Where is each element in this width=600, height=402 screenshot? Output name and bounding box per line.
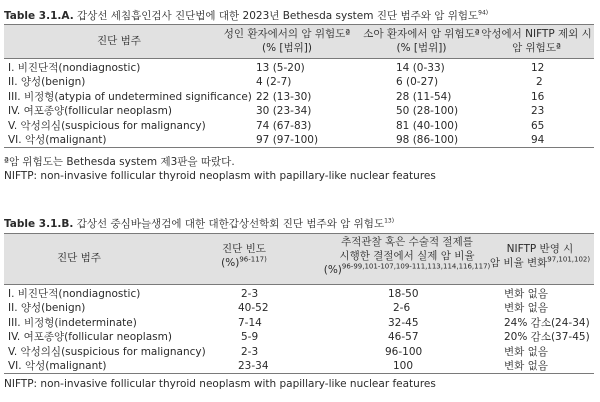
table-row: IV. 여포종양(follicular neoplasm) 30 (23-34) 50 (28-100) 23 [8,105,545,118]
table-b-header-frequency: 진단 빈도 (%)$^{96-117)}$ [221,243,267,269]
table-a-caption: 갑상선 세침흡인검사 진단법에 대한 2023년 Bethesda system 진단 범주와 암 위험도 [77,10,479,22]
table-a-label: Table 3.1.A. [4,10,74,22]
table-b-title [4,216,394,231]
table-row: II. 양성(benign) 40-52 2-6 변화 없음 [8,302,548,315]
table-row: IV. 여포종양(follicular neoplasm) 5-9 46-57 20% 감소(37-45) [8,331,590,344]
table-row: II. 양성(benign) 4 (2-7) 6 (0-27) 2 [8,76,543,89]
table-a-header [4,24,594,59]
table-a-header-child: 소아 환자에서 암 위험도ª (% [범위]) [363,28,480,54]
table-row: VI. 악성(malignant) 97 (97-100) 98 (86-100) 94 [8,133,545,146]
table-row: V. 악성의심(suspicious for malignancy) 74 (67-83) 81 (40-100) 65 [8,119,545,132]
table-row: I. 비진단적(nondiagnostic) 13 (5-20) 14 (0-33) 12 [8,62,545,74]
table-row: V. 악성의심(suspicious for malignancy) 2-3 96-100 변화 없음 [8,345,548,358]
table-b-header [4,233,594,285]
table-a-footnote: ª암 위험도는 Bethesda system 제3판을 따랐다. [4,156,235,168]
table-row: III. 비정형(atypia of undetermined significance) 22 (13-30) 28 (11-54) 16 [8,90,545,103]
table-a-header-category: 진단 범주 [97,35,141,47]
table-a-title [4,8,488,23]
table-b-niftp-note: NIFTP: non-invasive follicular thyroid neoplasm with papillary-like nuclear features [4,378,436,390]
table-a-header-niftp: 악성에서 NIFTP 제외 시 암 위험도ª [481,28,592,54]
table-b-reference: 13) [384,217,395,225]
table-row: I. 비진단적(nondiagnostic) 2-3 18-50 변화 없음 [8,288,548,300]
table-row: VI. 악성(malignant) 23-34 100 변화 없음 [8,359,548,372]
table-a-reference: 94) [478,9,489,17]
table-b-caption: 갑상선 중심바늘생검에 대한 대한갑상선학회 진단 범주와 암 위험도 [76,218,385,230]
table-b-header-category: 진단 범주 [57,252,101,264]
table-b-label: Table 3.1.B. [4,218,74,230]
table-b-body [4,287,594,374]
table-b-header-niftp: NIFTP 반영 시 암 비율 변화$^{97,101,102)}$ [489,243,591,269]
table-a-niftp-note: NIFTP: non-invasive follicular thyroid neoplasm with papillary-like nuclear features [4,170,436,182]
table-a-body [4,61,594,148]
table-row: III. 비정형(indeterminate) 7-14 32-45 24% 감소(24-34) [8,316,590,329]
table-b-header-malignancy-rate: 추적관찰 혹은 수술적 절제를 시행한 결절에서 실제 암 비율 (%)$^{96-99,101-107,109-111,113,114,116,117)}$ [323,236,491,276]
table-a-header-adult: 성인 환자에서의 암 위험도ª (% [범위]) [223,28,351,54]
